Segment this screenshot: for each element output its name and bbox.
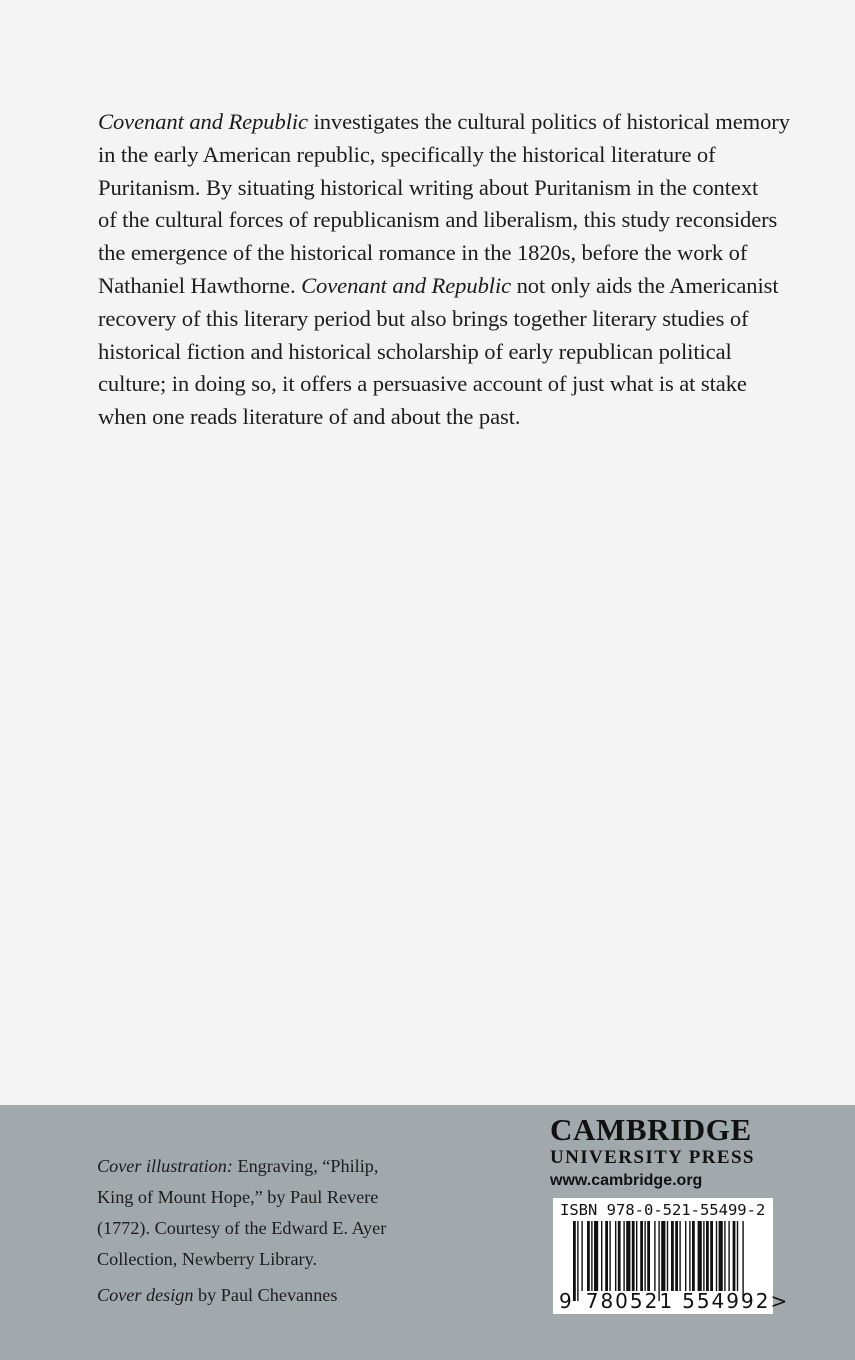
blurb-line: the emergence of the historical romance in the 1820s, before the work of [98,240,748,266]
barcode-bar [609,1221,610,1291]
barcode-bar [581,1221,582,1291]
blurb-line: Nathaniel Hawthorne. Covenant and Republic not only aids the Americanist [98,272,779,298]
barcode-bar [661,1221,665,1291]
barcode-bar [719,1221,723,1291]
barcode-bar [728,1221,729,1291]
book-title-italic: Covenant and Republic [98,109,308,134]
barcode-bar [671,1221,674,1291]
barcode-bar [577,1221,578,1301]
barcode-bar [724,1221,725,1291]
publisher-url: www.cambridge.org [550,1172,703,1189]
barcode-bar [573,1221,576,1301]
blurb-line: Puritanism. By situating historical writing about Puritanism in the context [98,174,759,200]
barcode-bar [733,1221,736,1291]
blurb-line: Covenant and Republic investigates the cultural politics of historical memory [98,109,790,134]
blurb-line: of the cultural forces of republicanism and liberalism, this study reconsiders [98,207,778,233]
barcode-bar [644,1221,645,1291]
barcode-bar [636,1221,637,1291]
barcode-bar [601,1221,602,1291]
illustration-label: Cover illustration: [97,1156,233,1176]
barcode-bar [737,1221,738,1291]
footer-band [0,1105,855,1360]
barcode-bar [632,1221,635,1291]
publisher-subtitle: UNIVERSITY PRESS [550,1147,755,1168]
barcode-bar [685,1221,686,1291]
barcode-bar [703,1221,704,1291]
barcode-bar [706,1221,709,1291]
publisher-logo [550,1113,776,1192]
barcode-bar [698,1221,702,1291]
barcode-bar [623,1221,624,1291]
blurb-line: culture; in doing so, it offers a persuasive account of just what is at stake [98,371,747,397]
barcode-bar [689,1221,690,1291]
back-cover-blurb [98,106,790,434]
blurb-line: in the early American republic, specifically the historical literature of [98,141,716,167]
barcode-bar [710,1221,713,1291]
barcode-bar [679,1221,680,1291]
blurb-line: when one reads literature of and about the past. [98,404,521,430]
cover-illustration-credit: Cover illustration: Engraving, “Philip, King of Mount Hope,” by Paul Revere (1772). Courtesy of the Edward E. Ayer Collection, Newberry Library. [97,1156,387,1269]
book-title-italic: Covenant and Republic [301,272,512,298]
barcode-bar [675,1221,678,1291]
barcode-bar [587,1221,590,1291]
barcode-bar [654,1221,655,1291]
barcode-bar [594,1221,598,1291]
blurb-line: recovery of this literary period but also brings together literary studies of [98,305,749,331]
barcode-digits: 9 780521 554992> [559,1289,788,1313]
design-label: Cover design [97,1285,194,1305]
barcode-bar [618,1221,621,1291]
barcode-bar [647,1221,650,1291]
barcode-bar [716,1221,717,1291]
blurb-line: historical fiction and historical scholarship of early republican political [98,338,732,364]
barcode-bar [591,1221,592,1291]
isbn-text: ISBN 978-0-521-55499-2 [560,1201,766,1219]
barcode-bar [640,1221,643,1291]
isbn-barcode [553,1198,788,1314]
barcode-bar [605,1221,608,1291]
publisher-name: CAMBRIDGE [550,1112,752,1147]
barcode-bar [626,1221,630,1291]
barcode-bar [615,1221,616,1291]
cover-design-credit: Cover design by Paul Chevannes [97,1285,338,1305]
barcode-bar [692,1221,695,1291]
barcode-bar [667,1221,668,1291]
